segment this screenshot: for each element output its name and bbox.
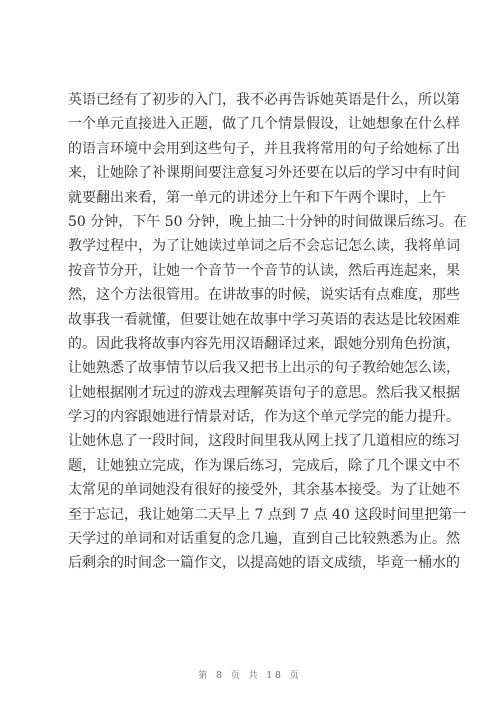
text-line: 后剩余的时间念一篇作文，以提高她的语文成绩，毕竟一桶水的 bbox=[68, 555, 460, 572]
text-line: 题，让她独立完成，作为课后练习，完成后，除了几个课文中不 bbox=[68, 457, 460, 474]
text-line: 然，这个方法很管用。在讲故事的时候，说实话有点难度，那些 bbox=[68, 287, 460, 304]
text-line: 按音节分开，让她一个音节一个音节的认读，然后再连起来，果 bbox=[68, 262, 460, 279]
page-number-footer: 第 8 页 共 18 页 bbox=[198, 671, 302, 681]
body-paragraph bbox=[68, 88, 467, 576]
text-line: 英语已经有了初步的入门，我不必再告诉她英语是什么，所以第 bbox=[68, 92, 460, 108]
text-line: 来，让她除了补课期间要注意复习外还要在以后的学习中有时间 bbox=[68, 165, 460, 182]
text-line: 天学过的单词和对话重复的念几遍，直到自己比较熟悉为止。然 bbox=[68, 531, 460, 548]
text-line: 让她休息了一段时间，这段时间里我从网上找了几道相应的练习 bbox=[68, 433, 460, 450]
text-line: 让她根据刚才玩过的游戏去理解英语句子的意思。然后我又根据 bbox=[68, 384, 460, 401]
text-line: 至于忘记，我让她第二天早上 7 点到 7 点 40 这段时间里把第一 bbox=[68, 506, 467, 523]
text-line: 让她熟悉了故事情节以后我又把书上出示的句子教给她怎么读， bbox=[68, 360, 460, 377]
text-line: 50 分钟，下午 50 分钟，晚上抽二十分钟的时间做课后练习。在 bbox=[68, 213, 467, 230]
text-line: 就要翻出来看，第一单元的讲述分上午和下午两个课时，上午 bbox=[68, 189, 446, 206]
text-line: 的。因此我将故事内容先用汉语翻译过来，跟她分别角色扮演， bbox=[68, 335, 460, 352]
text-line: 的语言环境中会用到这些句子，并且我将常用的句子给她标了出 bbox=[68, 140, 460, 157]
text-line: 教学过程中，为了让她读过单词之后不会忘记怎么读，我将单词 bbox=[68, 238, 460, 255]
text-line: 学习的内容跟她进行情景对话，作为这个单元学完的能力提升。 bbox=[68, 409, 460, 426]
text-line: 一个单元直接进入正题，做了几个情景假设，让她想象在什么样 bbox=[68, 116, 460, 133]
text-line: 故事我一看就懂，但要让她在故事中学习英语的表达是比较困难 bbox=[68, 311, 460, 328]
text-line: 太常见的单词她没有很好的接受外，其余基本接受。为了让她不 bbox=[68, 482, 460, 499]
